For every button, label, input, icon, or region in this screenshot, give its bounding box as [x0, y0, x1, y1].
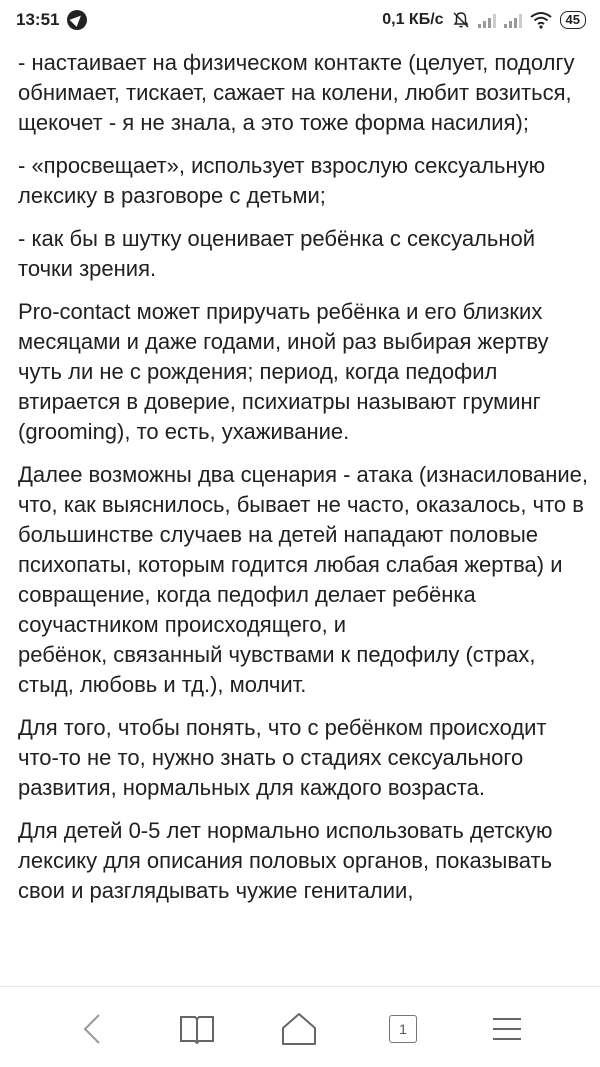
bookmarks-button[interactable]	[177, 1009, 217, 1049]
status-left	[16, 10, 87, 30]
navigation-icon	[67, 10, 87, 30]
bookmarks-icon	[179, 1014, 215, 1044]
clock: 13:51	[16, 10, 60, 29]
paragraph: Pro-contact может приручать ребёнка и его близких месяцами и даже годами, иной раз выбирая жертву чуть ли не с рождения; период, когда педофил втирается в доверие, психиатры называют груминг (grooming), то есть, ухаживание.	[18, 299, 549, 444]
paragraph: - настаивает на физическом контакте (целует, подолгу обнимает, тискает, сажает на колени, любит возиться, щекочет - я не знала, а это тоже форма насилия);	[18, 50, 575, 135]
paragraph: - «просвещает», использует взрослую сексуальную лексику в разговоре с детьми;	[18, 153, 546, 208]
back-icon	[79, 1012, 107, 1046]
wifi-icon	[530, 11, 552, 29]
status-bar	[0, 0, 600, 40]
home-icon	[280, 1012, 318, 1046]
paragraph: - как бы в шутку оценивает ребёнка с сексуальной точки зрения.	[18, 226, 536, 281]
tabs-button[interactable]	[383, 1009, 423, 1049]
home-button[interactable]	[279, 1009, 319, 1049]
paragraph: Для детей 0-5 лет нормально использовать детскую лексику для описания половых органов, показывать свои и разглядывать чужие гениталии,	[18, 818, 553, 903]
browser-bottom-bar	[0, 986, 600, 1067]
status-right	[382, 11, 586, 29]
paragraph: Для того, чтобы понять, что с ребёнком происходит что-то не то, нужно знать о стадиях сексуального развития, нормальных для каждого возраста.	[18, 715, 547, 800]
network-speed: 0,1 КБ/с	[382, 11, 444, 28]
article-body	[18, 48, 588, 919]
back-button[interactable]	[73, 1009, 113, 1049]
battery-icon: 45	[560, 11, 586, 29]
paragraph: Далее возможны два сценария - атака (изнасилование, что, как выяснилось, бывает не часто, оказалось, что в большинстве случаев на детей нападают половые психопаты, которым годится любая слабая жертва) и совращение, когда педофил делает ребёнка соучастником происходящего, и	[18, 462, 588, 637]
signal-icon	[504, 12, 522, 28]
menu-icon	[492, 1015, 522, 1043]
menu-button[interactable]	[487, 1009, 527, 1049]
mute-icon	[452, 11, 470, 29]
signal-icon	[478, 12, 496, 28]
tabs-icon: 1	[389, 1015, 417, 1043]
paragraph: ребёнок, связанный чувствами к педофилу (страх, стыд, любовь и тд.), молчит.	[18, 642, 536, 697]
